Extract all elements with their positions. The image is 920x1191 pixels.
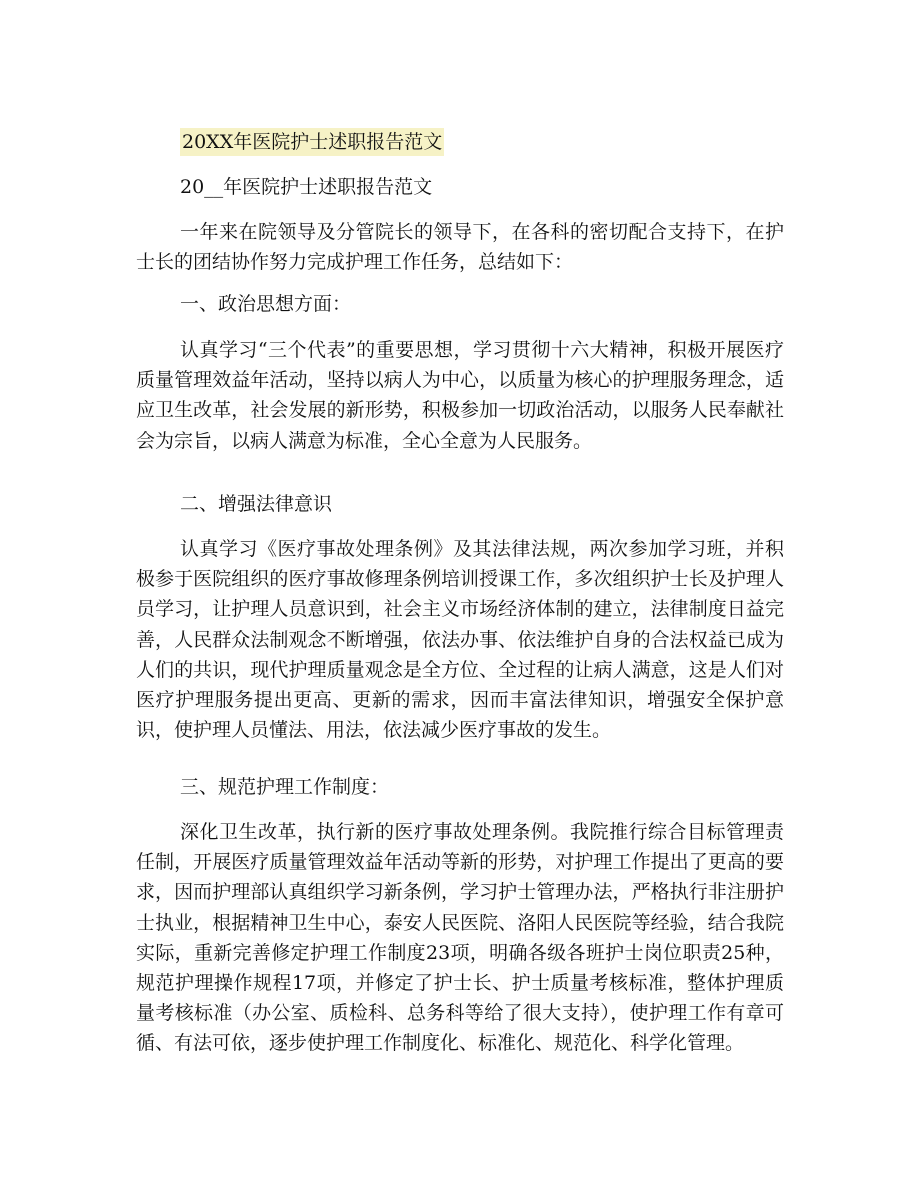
section-3-heading: 三、规范护理工作制度： (180, 776, 390, 798)
section-1-heading: 一、政治思想方面： (180, 293, 352, 315)
section-2-heading: 二、增强法律意识 (180, 493, 333, 515)
intro-paragraph: 一年来在院领导及分管院长的领导下，在各科的密切配合支持下，在护士长的团结协作努力完成护理工作任务，总结如下： (136, 221, 784, 274)
section-1-body: 认真学习“三个代表”的重要思想，学习贯彻十六大精神，积极开展医疗质量管理效益年活动，坚持以病人为中心，以质量为核心的护理服务理念，适应卫生改革，社会发展的新形势，积极参加一切政治活动，以服务人民奉献社会为宗旨，以病人满意为标准，全心全意为人民服务。 (136, 339, 784, 452)
section-3-body: 深化卫生改革，执行新的医疗事故处理条例。我院推行综合目标管理责任制，开展医疗质量管理效益年活动等新的形势，对护理工作提出了更高的要求，因而护理部认真组织学习新条例，学习护士管理办法，严格执行非注册护士执业，根据精神卫生中心，泰安人民医院、洛阳人民医院等经验，结合我院实际，重新完善修定护理工作制度23项，明确各级各班护士岗位职责25种，规范护理操作规程17项，并修定了护士长、护士质量考核标准，整体护理质量考核标准（办公室、质检科、总务科等给了很大支持），使护理工作有章可循、有法可依，逐步使护理工作制度化、标准化、规范化、科学化管理。 (136, 821, 784, 1055)
document-title: 20XX年医院护士述职报告范文 (180, 128, 444, 156)
section-2-body: 认真学习《医疗事故处理条例》及其法律法规，两次参加学习班，并积极参于医院组织的医疗事故修理条例培训授课工作，多次组织护士长及护理人员学习，让护理人员意识到，社会主义市场经济体制的建立，法律制度日益完善，人民群众法制观念不断增强，依法办事、依法维护自身的合法权益已成为人们的共识，现代护理质量观念是全方位、全过程的让病人满意，这是人们对医疗护理服务提出更高、更新的需求，因而丰富法律知识，增强安全保护意识，使护理人员懂法、用法，依法减少医疗事故的发生。 (136, 538, 784, 742)
document-subtitle: 20__年医院护士述职报告范文 (180, 176, 433, 198)
